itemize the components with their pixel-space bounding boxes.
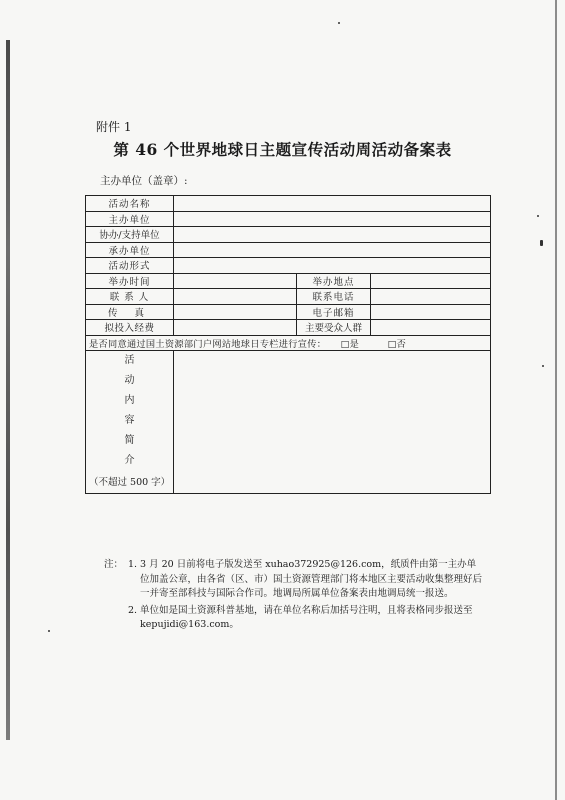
annex-label: 附件 1 xyxy=(96,120,132,134)
activity-intro-field[interactable] xyxy=(174,351,491,494)
intro-char: 活 xyxy=(124,355,135,366)
scan-speck xyxy=(48,630,50,632)
intro-char: 简 xyxy=(124,435,135,446)
table-row xyxy=(86,320,491,336)
email-field[interactable] xyxy=(371,304,491,320)
co-support-unit-field[interactable] xyxy=(174,227,491,243)
note-text: 3 月 20 日前将电子版发送至 xuhao372925@126.com，纸质件由第一主办单位加盖公章，由各省（区、市）国土资源管理部门将本地区主要活动收集整理好后一并寄至部科技与国际合作司。地调局所属单位备案表由地调局统一报送。 xyxy=(140,559,483,599)
scan-speck xyxy=(338,22,340,24)
consent-yes-checkbox[interactable]: □是 xyxy=(340,338,360,350)
scan-speck xyxy=(540,240,543,246)
filing-form-table xyxy=(85,195,491,494)
activity-form-field[interactable] xyxy=(174,258,491,274)
note-number: 1. xyxy=(128,559,138,570)
held-place-label: 举办地点 xyxy=(297,273,371,289)
contact-person-field[interactable] xyxy=(174,289,297,305)
consent-row xyxy=(86,335,491,351)
fax-label: 传 真 xyxy=(86,304,174,320)
contact-phone-label: 联系电话 xyxy=(297,289,371,305)
planned-funds-label: 拟投入经费 xyxy=(86,320,174,336)
activity-name-field[interactable] xyxy=(174,196,491,212)
notes-lead: 注： xyxy=(104,559,124,570)
organizer-unit-label: 承办单位 xyxy=(86,242,174,258)
note-number: 2. xyxy=(128,604,138,616)
host-unit-label: 主办单位 xyxy=(86,211,174,227)
consent-question: 是否同意通过国土资源部门户网站地球日专栏进行宣传： xyxy=(89,338,327,350)
contact-person-label: 联 系 人 xyxy=(86,289,174,305)
fax-field[interactable] xyxy=(174,304,297,320)
table-row xyxy=(86,258,491,274)
table-row xyxy=(86,211,491,227)
co-support-unit-label: 协办/支持单位 xyxy=(86,227,174,243)
organizer-unit-field[interactable] xyxy=(174,242,491,258)
consent-no-checkbox[interactable]: □否 xyxy=(387,338,407,350)
contact-phone-field[interactable] xyxy=(371,289,491,305)
activity-intro-label xyxy=(86,351,174,494)
scan-speck xyxy=(542,365,544,367)
intro-limit-note: （不超过 500 字） xyxy=(89,477,171,488)
note-item xyxy=(128,558,484,602)
main-audience-field[interactable] xyxy=(371,320,491,336)
scan-shadow-right xyxy=(555,0,557,800)
held-time-field[interactable] xyxy=(174,273,297,289)
table-row xyxy=(86,289,491,305)
note-text: 单位如是国土资源科普基地，请在单位名称后加括号注明，且将表格同步报送至 kepujidi@163.com。 xyxy=(140,604,473,630)
notes-section xyxy=(104,558,484,633)
held-time-label: 举办时间 xyxy=(86,273,174,289)
page-title: 第 46 个世界地球日主题宣传活动周活动备案表 xyxy=(113,140,452,159)
table-row xyxy=(86,196,491,212)
table-row xyxy=(86,242,491,258)
activity-name-label: 活动名称 xyxy=(86,196,174,212)
activity-form-label: 活动形式 xyxy=(86,258,174,274)
scan-speck xyxy=(537,215,539,217)
main-audience-label: 主要受众人群 xyxy=(297,320,371,336)
sponsor-label: 主办单位（盖章）: xyxy=(100,175,188,187)
email-label: 电子邮箱 xyxy=(297,304,371,320)
intro-char: 内 xyxy=(124,395,135,406)
table-row xyxy=(86,273,491,289)
intro-char: 介 xyxy=(124,455,135,466)
table-row xyxy=(86,335,491,351)
table-row xyxy=(86,227,491,243)
note-item xyxy=(128,604,484,633)
table-row xyxy=(86,351,491,494)
held-place-field[interactable] xyxy=(371,273,491,289)
table-row xyxy=(86,304,491,320)
host-unit-field[interactable] xyxy=(174,211,491,227)
planned-funds-field[interactable] xyxy=(174,320,297,336)
intro-char: 容 xyxy=(124,415,135,426)
intro-char: 动 xyxy=(124,375,135,386)
